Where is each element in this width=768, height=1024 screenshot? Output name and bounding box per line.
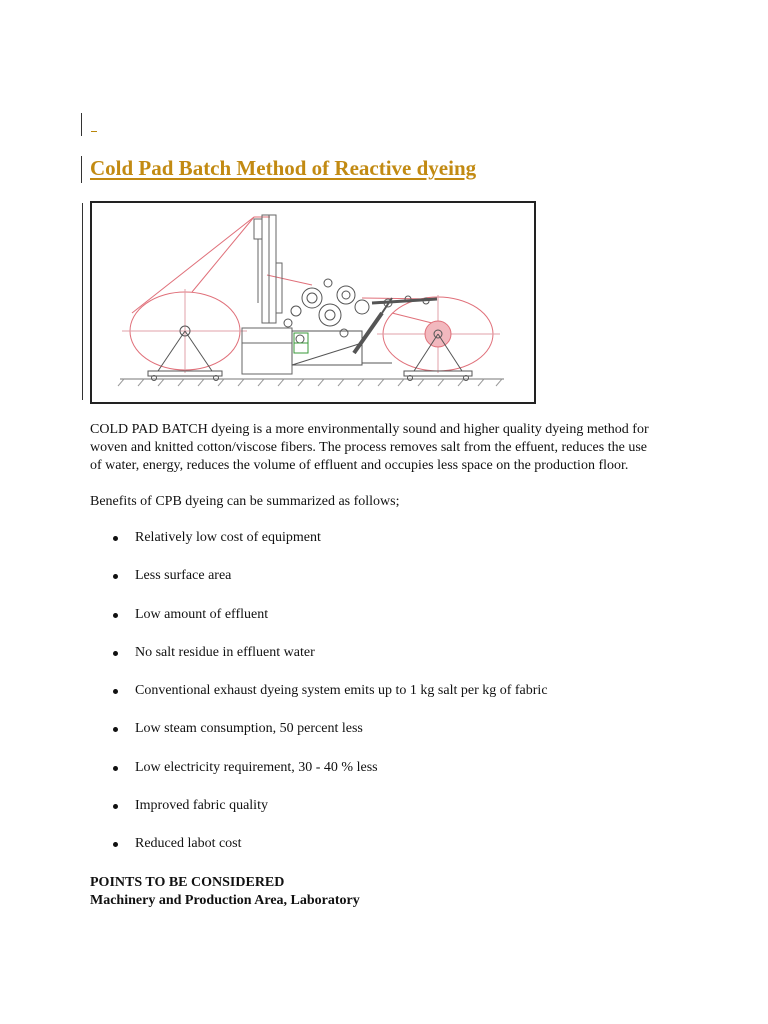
- list-item: Low amount of effluent: [90, 606, 690, 644]
- list-item: Improved fabric quality: [90, 797, 690, 835]
- benefits-list: [90, 529, 690, 874]
- list-item: Low steam consumption, 50 percent less: [90, 720, 690, 758]
- margin-bar-heading: [81, 156, 82, 183]
- points-title: POINTS TO BE CONSIDERED: [90, 875, 285, 890]
- list-item: No salt residue in effluent water: [90, 644, 690, 682]
- margin-bar-top: [81, 113, 82, 136]
- empty-link[interactable]: [91, 131, 97, 132]
- list-item: Relatively low cost of equipment: [90, 529, 690, 567]
- margin-bar-figure: [82, 203, 83, 400]
- list-item: Conventional exhaust dyeing system emits up to 1 kg salt per kg of fabric: [90, 682, 690, 720]
- pad-roller-bottom: [319, 304, 341, 326]
- page-title[interactable]: Cold Pad Batch Method of Reactive dyeing: [90, 156, 477, 180]
- benefits-intro: Benefits of CPB dyeing can be summarized as follows;: [90, 494, 400, 509]
- list-item: Less surface area: [90, 567, 690, 605]
- cpb-machine-diagram: [90, 201, 536, 404]
- pad-roller-top: [302, 288, 322, 308]
- list-item: Low electricity requirement, 30 - 40 % less: [90, 759, 690, 797]
- intro-paragraph: COLD PAD BATCH dyeing is a more environmentally sound and higher quality dyeing method for woven and knitted cotton/viscose fibers. The process removes salt from the effuent, reduces the use of water, energy, reduces the volume of effluent and occupies less space on the production floor.: [90, 422, 649, 473]
- list-item: Reduced labot cost: [90, 835, 690, 873]
- machine-illustration: [92, 203, 534, 402]
- points-subtitle: Machinery and Production Area, Laboratory: [90, 893, 360, 908]
